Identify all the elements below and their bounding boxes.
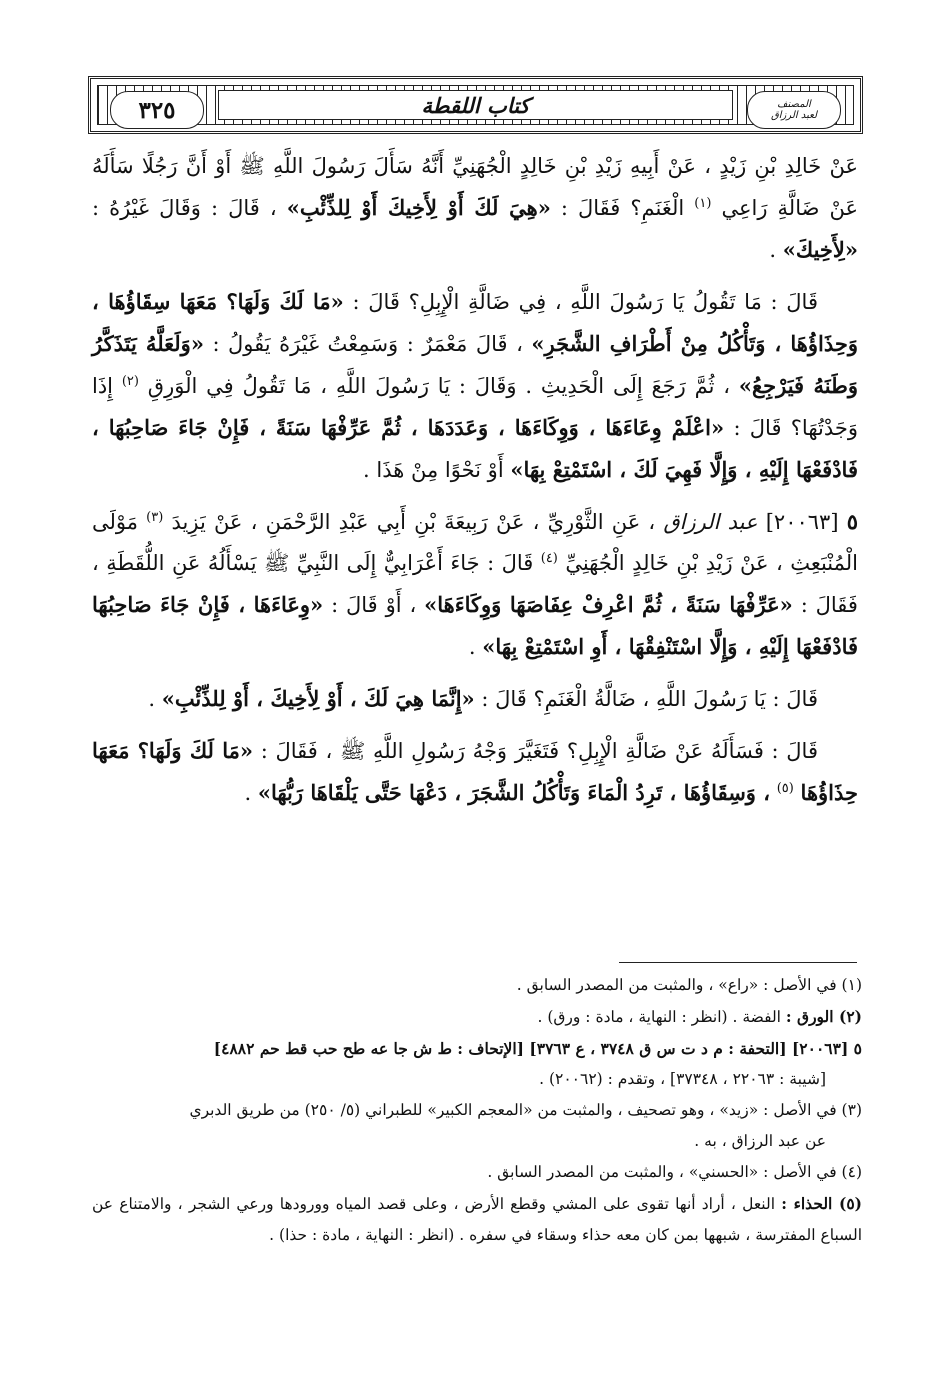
footnote-ref: (٤): [540, 551, 558, 566]
footnote-2: [92, 1001, 862, 1033]
author-name: عبد الرزاق: [663, 510, 758, 534]
text-span: ، قَالَ : وَقَالَ غَيْرُهُ :: [92, 196, 277, 220]
prophetic-quote: «مَا لَكَ وَلَهَا؟ مَعَهَا سِقَاؤُهَا ، وَحِذَاؤُهَا ، وَتَأْكُلُ مِنْ أَطْرَافِ الشَّجَرِ»: [92, 289, 858, 356]
footnote-3-cont: عن عبد الرزاق ، به .: [694, 1132, 826, 1150]
book-logo: [747, 91, 841, 129]
footnote-hadith-ref-1: ٥ [٢٠٠٦٣] [التحفة : م د ت س ق ٣٧٤٨ ، ع ٣٧٦٣] [الإتحاف : ط ش جا عه طح حب قط حم ٤٨٨٢]: [213, 1039, 862, 1058]
page-header: [88, 76, 863, 134]
header-title-band: [218, 90, 733, 120]
header-ornamental-frame: [97, 85, 854, 125]
main-text: [92, 146, 858, 814]
prophetic-quote: «وِعَاءَهَا ، فَإِنْ جَاءَ صَاحِبُهَا فَادْفَعْهَا إِلَيْهِ ، وَإِلَّا اسْتَنْفِقْهَا ، أَوِ اسْتَمْتِعْ بِهَا»: [92, 592, 858, 659]
prophetic-quote: «وَلَعَلَّهُ يَتَذَكَّرُ وَطَنَهُ فَيَرْجِعُ»: [92, 331, 858, 398]
footnote-text: النعل ، أراد أنها تقوى على المشي وقطع الأرض ، وعلى قصد المياه وورودها ورعي الشجر ، والامتناع عن السباع المفترسة ، شبهها بمن كان معه حذاء وسقاء في سفره . (انظر : النهاية ، مادة : حذا) .: [92, 1195, 862, 1244]
prophetic-quote: «عَرِّفْهَا سَنَةً ، ثُمَّ اعْرِفْ عِفَاصَهَا وَوِكَاءَهَا»: [424, 592, 793, 617]
text-span: قَالَ : فَسَأَلَهُ عَنْ ضَالَّةِ الْإِبِلِ؟ فَتَغَيَّرَ وَجْهُ رَسُولِ اللَّهِ ﷺ ، فَقَالَ :: [260, 739, 818, 763]
footnotes: [92, 970, 862, 1251]
paragraph-1: [92, 146, 858, 271]
text-span: .: [148, 687, 155, 711]
prophetic-quote: «اعْلَمْ وِعَاءَهَا ، وَوِكَاءَهَا ، وَعَدَدَهَا ، ثُمَّ عَرِّفْهَا سَنَةً ، فَإِنْ جَاءَ صَاحِبُهَا ، فَادْفَعْهَا إِلَيْهِ ، وَإِلَّا فَهِيَ لَكَ ، اسْتَمْتِعْ بِهَا»: [92, 415, 858, 482]
footnote-5: [92, 1188, 862, 1251]
paragraph-hadith-20063: [92, 501, 858, 668]
footnote-divider: [619, 962, 857, 963]
logo-line-1: المصنف: [777, 99, 811, 110]
footnote-term: (٢) الورق :: [785, 1007, 862, 1026]
prophetic-quote: «هِيَ لَكَ أَوْ لِأَخِيكَ أَوْ لِلذِّئْبِ»: [286, 195, 551, 220]
prophetic-quote: ، وَسِقَاؤُهَا ، تَرِدُ الْمَاءَ وَتَأْكُلُ الشَّجَرَ ، دَعْهَا حَتَّى يَلْقَاهَا رَبُّهَا»: [257, 780, 771, 805]
logo-line-2: لعبد الرزاق: [770, 110, 818, 121]
text-span: قَالَ : جَاءَ أَعْرَابِيٌّ إِلَى النَّبِيِّ ﷺ يَسْأَلُهُ عَنِ اللُّقَطَةِ ، فَقَالَ :: [92, 551, 858, 617]
footnote-text: الفضة . (انظر : النهاية ، مادة : ورق) .: [537, 1008, 781, 1026]
hadith-number: [٢٠٠٦٣]: [765, 510, 839, 534]
text-span: .: [468, 635, 476, 659]
footnote-ref: (٣): [146, 510, 164, 525]
paragraph-2: [92, 281, 858, 491]
text-span: ، ثُمَّ رَجَعَ إِلَى الْحَدِيثِ . وَقَالَ : يَا رَسُولَ اللَّهِ ، مَا تَقُولُ فِي الْوَرِقِ: [147, 374, 731, 398]
footnote-hadith-ref-2: [شيبة : ٢٢٠٦٣ ، ٣٧٣٤٨] ، وتقدم : (٢٠٠٦٢) .: [539, 1070, 826, 1088]
text-span: مَوْلَى الْمُنْبَعِثِ ، عَنْ زَيْدِ بْنِ خَالِدٍ الْجُهَنِيِّ: [92, 510, 858, 575]
footnote-4: (٤) في الأصل : «الحسني» ، والمثبت من المصدر السابق .: [487, 1163, 862, 1181]
text-span: عَنْ خَالِدِ بْنِ زَيْدٍ ، عَنْ أَبِيهِ زَيْدِ بْنِ خَالِدٍ الْجُهَنِيِّ أَنَّهُ سَأَلَ رَسُولَ اللَّهِ ﷺ أَوْ أَنَّ رَجُلًا سَأَلَهُ عَنْ ضَالَّةِ رَاعِي: [92, 154, 858, 220]
prophetic-quote: «لِأَخِيكَ»: [782, 237, 858, 262]
page-number: ٣٢٥: [110, 91, 204, 129]
paragraph-5: [92, 730, 858, 814]
text-span: .: [244, 781, 252, 805]
text-span: قَالَ : مَا تَقُولُ يَا رَسُولَ اللَّهِ ، فِي ضَالَّةِ الْإِبِلِ؟ قَالَ :: [352, 290, 818, 314]
chapter-title: كتاب اللقطة: [421, 92, 530, 118]
footnote-ref: (١): [694, 196, 712, 211]
paragraph-4: [92, 678, 858, 720]
footnote-3: (٣) في الأصل : «زيد» ، وهو تصحيف ، والمثبت من «المعجم الكبير» للطبراني (٥/ ٢٥٠) من طريق الدبري: [189, 1101, 862, 1119]
text-span: أَوْ نَحْوًا مِنْ هَذَا .: [363, 458, 504, 482]
text-span: ، قَالَ مَعْمَرٌ : وَسَمِعْتُ غَيْرَهُ يَقُولُ :: [212, 332, 523, 356]
text-span: ، أَوْ قَالَ :: [331, 593, 417, 617]
text-span: قَالَ : يَا رَسُولَ اللَّهِ ، ضَالَّةُ الْغَنَمِ؟ قَالَ :: [481, 687, 818, 711]
text-span: إِذَا وَجَدْتُهَا؟ قَالَ :: [92, 374, 858, 440]
footnote-term: (٥) الحذاء :: [781, 1194, 863, 1213]
footnote-ref: (٢): [121, 374, 139, 389]
text-span: ، عَنِ الثَّوْرِيِّ ، عَنْ رَبِيعَةَ بْنِ أَبِي عَبْدِ الرَّحْمَنِ ، عَنْ يَزِيدَ: [171, 510, 656, 534]
footnote-1: (١) في الأصل : «راع» ، والمثبت من المصدر السابق .: [516, 976, 862, 994]
hadith-marker: ٥: [846, 509, 858, 534]
text-span: .: [769, 238, 777, 262]
prophetic-quote: «مَا لَكَ وَلَهَا؟ مَعَهَا حِذَاؤُهَا: [92, 738, 858, 805]
footnote-ref: (٥): [776, 781, 794, 796]
text-span: الْغَنَمِ؟ فَقَالَ :: [560, 196, 685, 220]
prophetic-quote: «إِنَّمَا هِيَ لَكَ ، أَوْ لِأَخِيكَ ، أَوْ لِلذِّئْبِ»: [161, 686, 475, 711]
